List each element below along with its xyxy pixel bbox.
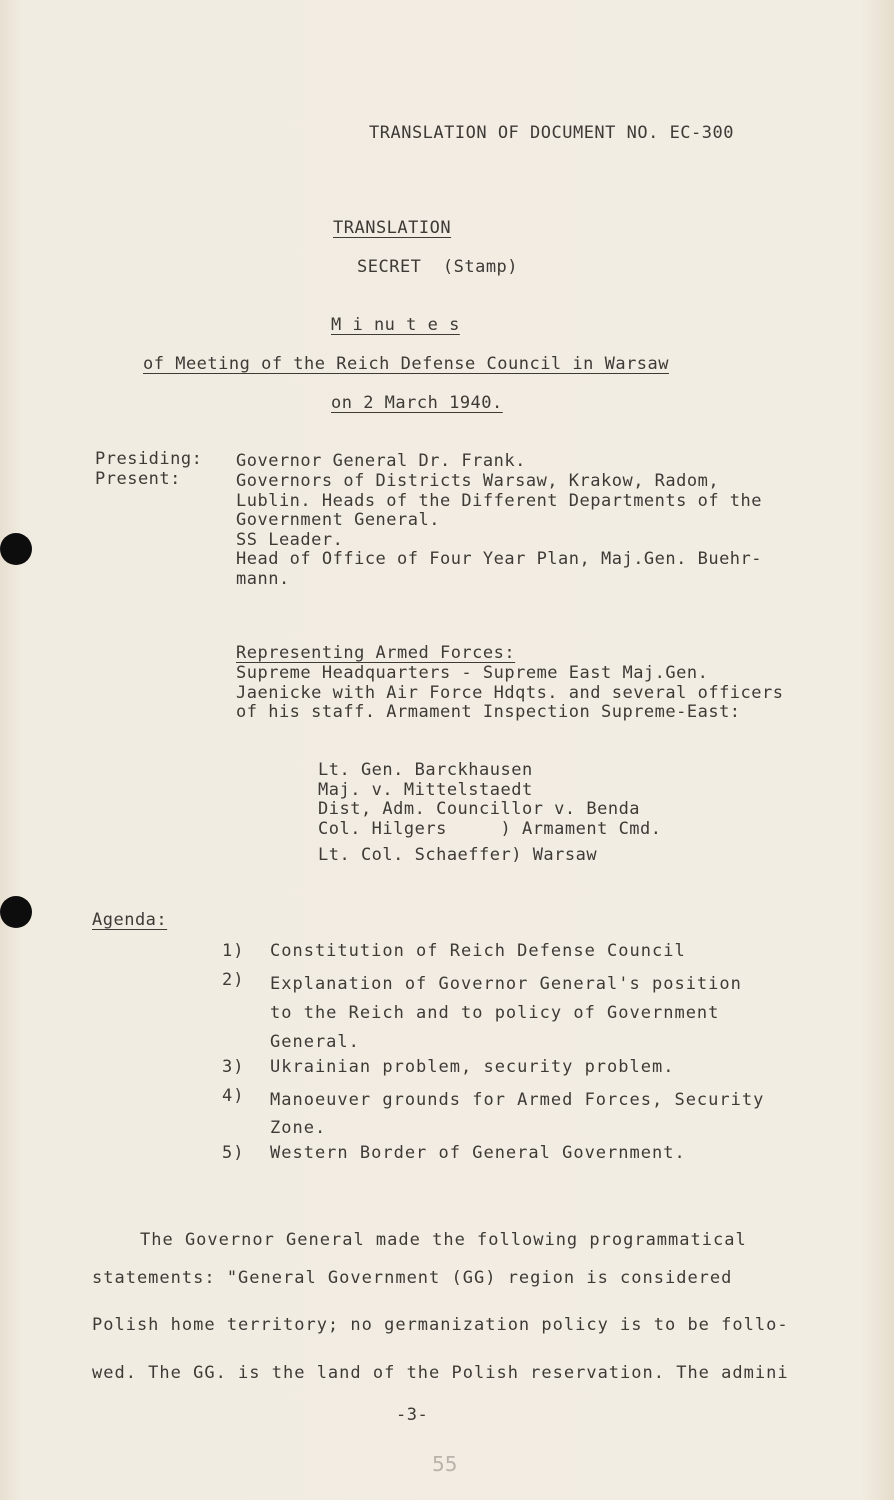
secret-stamp: SECRET (Stamp) — [357, 257, 519, 277]
agenda-num-4: 4) — [222, 1086, 245, 1106]
agenda-num-3: 3) — [222, 1057, 245, 1077]
agenda-item-1: Constitution of Reich Defense Council — [270, 941, 686, 961]
punch-hole-top — [0, 533, 32, 565]
meeting-title: of Meeting of the Reich Defense Council in Warsaw — [143, 354, 670, 374]
agenda-num-5: 5) — [222, 1143, 245, 1163]
agenda-item-3: Ukrainian problem, security problem. — [270, 1057, 675, 1077]
officers-list: Lt. Gen. Barckhausen Maj. v. Mittelstaedt Dist, Adm. Councillor v. Benda Col. Hilgers ) Armament Cmd. — [318, 760, 662, 839]
translation-heading: TRANSLATION — [333, 218, 452, 238]
agenda-item-2: Explanation of Governor General's position to the Reich and to policy of Government General. — [270, 974, 742, 1052]
minutes-title: M i nu t e s — [331, 315, 460, 335]
agenda-item-4: Manoeuver grounds for Armed Forces, Security Zone. — [270, 1090, 765, 1138]
agenda-heading: Agenda: — [92, 910, 168, 930]
officers-last: Lt. Col. Schaeffer) Warsaw — [318, 845, 598, 865]
punch-hole-bottom — [0, 896, 32, 928]
body-line-2: statements: "General Government (GG) region is considered — [92, 1268, 733, 1288]
agenda-num-1: 1) — [222, 941, 245, 961]
presiding-label: Presiding: — [95, 449, 203, 469]
body-line-4: wed. The GG. is the land of the Polish reservation. The admini — [92, 1363, 789, 1383]
armed-forces-text: Supreme Headquarters - Supreme East Maj.Gen. Jaenicke with Air Force Hdqts. and several officers of his staff. Armament Inspection Supreme-East: — [236, 663, 784, 722]
page-number: -3- — [396, 1405, 429, 1425]
armed-forces-heading: Representing Armed Forces: — [236, 643, 516, 663]
body-line-1: The Governor General made the following programmatical — [140, 1230, 747, 1250]
document-header: TRANSLATION OF DOCUMENT NO. EC-300 — [369, 123, 734, 143]
handwritten-folio-number: 55 — [432, 1452, 458, 1476]
agenda-item-5: Western Border of General Government. — [270, 1143, 686, 1163]
presiding-value: Governor General Dr. Frank. — [236, 451, 526, 471]
meeting-date: on 2 March 1940. — [331, 393, 503, 413]
present-value: Governors of Districts Warsaw, Krakow, Radom, Lublin. Heads of the Different Departments of the Government General. SS Leader. Head of Office of Four Year Plan, Maj.Gen. Buehr- mann. — [236, 471, 763, 589]
present-label: Present: — [95, 469, 181, 489]
body-line-3: Polish home territory; no germanization policy is to be follo- — [92, 1315, 789, 1335]
agenda-num-2: 2) — [222, 970, 245, 990]
